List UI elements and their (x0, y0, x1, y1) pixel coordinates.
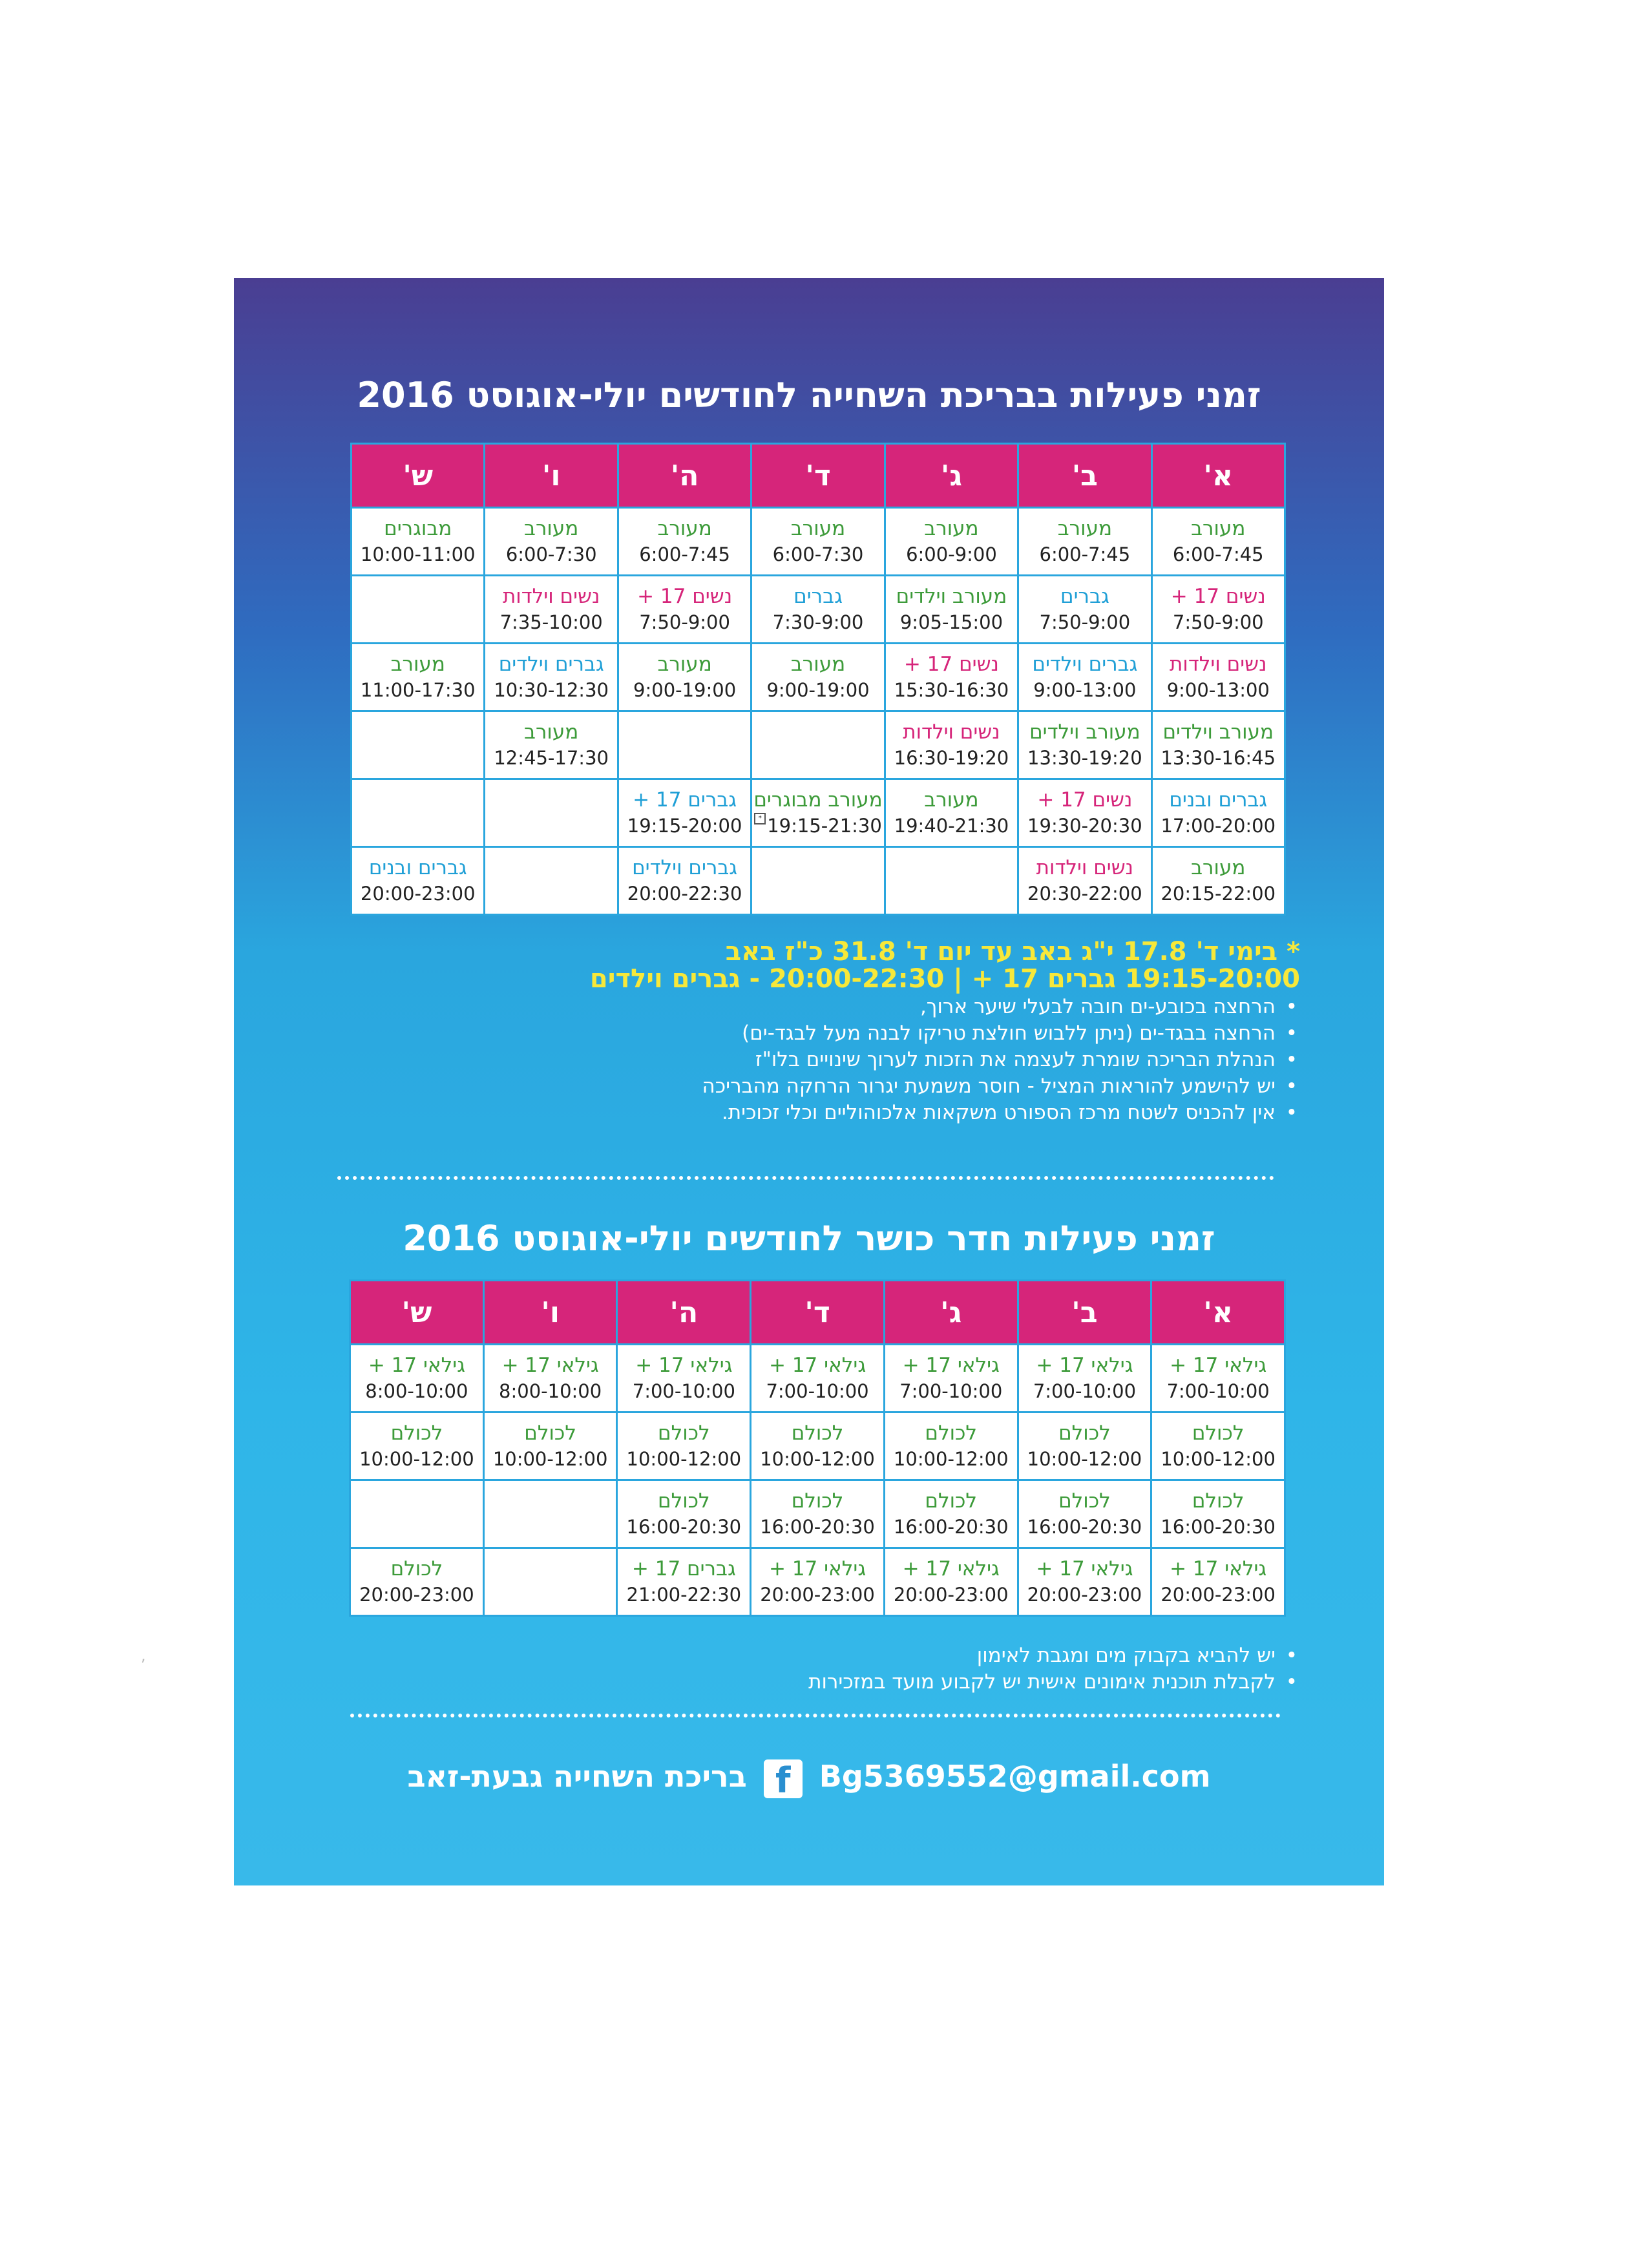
schedule-cell (1018, 1480, 1151, 1548)
time-text: 20:00-23:00 (1161, 1584, 1276, 1606)
activity-time (886, 813, 1017, 839)
activity-time (1019, 609, 1150, 635)
schedule-cell (1151, 508, 1285, 576)
activity-time (886, 541, 1017, 567)
activity-time (1152, 1378, 1284, 1404)
schedule-cell (483, 1345, 617, 1412)
schedule-cell (618, 847, 751, 915)
schedule-cell (885, 508, 1018, 576)
time-text: 16:00-20:30 (1161, 1516, 1276, 1538)
activity-time (886, 677, 1017, 703)
activity-time (1019, 1514, 1151, 1540)
section-divider (337, 1176, 1274, 1180)
activity-label: לכולם (1192, 1422, 1245, 1445)
activity-label: גילאי 17 + (1170, 1557, 1267, 1580)
activity-time (619, 541, 750, 567)
activity-time (351, 1582, 483, 1608)
time-text: 19:15-20:00 (627, 815, 742, 837)
schedule-cell (751, 644, 885, 711)
activity-time (1019, 813, 1150, 839)
day-header: ג' (885, 444, 1018, 508)
day-header: ה' (617, 1281, 751, 1345)
schedule-cell (1018, 508, 1151, 576)
activity-time (352, 541, 483, 567)
activity-time (1019, 1446, 1151, 1472)
schedule-cell (350, 1345, 484, 1412)
time-text: 9:00-19:00 (766, 679, 870, 701)
activity-label: לכולם (791, 1489, 844, 1513)
day-header: א' (1151, 1281, 1285, 1345)
rule-item: • יש להישמע להוראות המציל - חוסר משמעת יגרור הרחקה מהבריכה (702, 1073, 1276, 1100)
activity-label: לכולם (791, 1422, 844, 1445)
activity-label: גילאי 17 + (768, 1557, 867, 1580)
activity-time (1019, 541, 1150, 567)
schedule-cell (751, 508, 885, 576)
empty-cell (352, 779, 485, 847)
activity-label: מעורב (657, 653, 712, 676)
empty-cell (618, 711, 751, 779)
activity-time (1153, 677, 1284, 703)
activity-time (1019, 1582, 1151, 1608)
activity-label: מעורב וילדים (1162, 720, 1274, 744)
schedule-cell (1018, 1345, 1151, 1412)
facebook-icon[interactable]: f (764, 1759, 803, 1798)
special-hours-note: 19:15-20:00 גברים 17 + | 20:00-22:30 - גברים וילדים (589, 964, 1300, 994)
time-text: 6:00-7:30 (505, 543, 597, 565)
activity-label: מעורב (924, 517, 979, 540)
activity-time (352, 677, 483, 703)
day-header: ג' (884, 1281, 1018, 1345)
rule-item: • הרחצה בכובע-ים חובה לבעלי שיער ארוך, (702, 994, 1276, 1020)
activity-label: נשים 17 + (637, 585, 733, 608)
activity-label: גילאי 17 + (1036, 1354, 1133, 1377)
time-text: 6:00-7:45 (1172, 543, 1264, 565)
activity-time (751, 1378, 883, 1404)
activity-time (885, 1582, 1017, 1608)
empty-cell (352, 711, 485, 779)
activity-label: לכולם (1058, 1422, 1111, 1445)
schedule-cell (1018, 1412, 1151, 1480)
activity-label: לכולם (524, 1422, 576, 1445)
activity-label: גילאי 17 + (1170, 1354, 1267, 1377)
activity-time (618, 1378, 750, 1404)
time-text: 7:00-10:00 (1033, 1380, 1137, 1402)
activity-time (352, 881, 483, 907)
empty-cell (751, 847, 885, 915)
time-text: 21:00-22:30 (626, 1584, 742, 1606)
time-text: 6:00-7:45 (639, 543, 730, 565)
schedule-row (350, 1480, 1285, 1548)
asterisk-icon: * (754, 813, 766, 824)
activity-label: מעורב (390, 653, 445, 676)
activity-time (1152, 1514, 1284, 1540)
schedule-row (350, 1412, 1285, 1480)
activity-time (886, 609, 1017, 635)
schedule-cell (751, 576, 885, 644)
schedule-row (352, 644, 1285, 711)
pool-schedule-table (350, 443, 1286, 916)
time-text: 7:00-10:00 (899, 1380, 1003, 1402)
activity-label: לכולם (925, 1489, 978, 1513)
rule-item: • הרחצה בבגד-ים (ניתן ללבוש חולצת טריקו לבנה מעל לבגד-ים) (702, 1020, 1276, 1047)
time-text: 20:00-23:00 (359, 1584, 474, 1606)
time-text: 9:00-13:00 (1033, 679, 1137, 701)
schedule-cell (485, 576, 618, 644)
time-text: 20:00-22:30 (627, 883, 742, 905)
time-text: 10:30-12:30 (494, 679, 609, 701)
time-text: 15:30-16:30 (894, 679, 1009, 701)
time-text: 16:30-19:20 (894, 747, 1009, 769)
schedule-cell (1151, 576, 1285, 644)
schedule-cell (751, 1548, 885, 1616)
activity-label: מעורב (657, 517, 712, 540)
rule-item: • יש להביא בקבוק מים ומגבת לאימון (808, 1643, 1276, 1669)
schedule-cell (751, 1480, 885, 1548)
day-header: ש' (350, 1281, 484, 1345)
contact-email[interactable]: Bg5369552@gmail.com (819, 1759, 1211, 1794)
schedule-cell (751, 1412, 885, 1480)
time-text: 6:00-9:00 (906, 543, 997, 565)
activity-label: מעורב וילדים (1029, 720, 1140, 744)
activity-label: מעורב (924, 788, 979, 812)
activity-time (618, 1582, 750, 1608)
time-text: 9:05-15:00 (899, 611, 1003, 633)
activity-label: גברים ובנים (1169, 788, 1268, 812)
schedule-cell (885, 779, 1018, 847)
activity-label: נשים וילדות (903, 720, 1000, 744)
time-text: 7:35-10:00 (499, 611, 603, 633)
schedule-cell (618, 779, 751, 847)
rule-item: • הנהלת הבריכה שומרת לעצמה את הזכות לערוך שינויים בלו"ז (702, 1047, 1276, 1073)
schedule-cell (618, 644, 751, 711)
time-text: 10:00-12:00 (359, 1448, 474, 1470)
time-text: 16:00-20:30 (1027, 1516, 1142, 1538)
rule-item: • אין להכניס לשטח מרכז הספורט משקאות אלכוהוליים וכלי זכוכית. (702, 1100, 1276, 1126)
schedule-cell (617, 1412, 751, 1480)
activity-label: נשים 17 + (903, 653, 999, 676)
time-text: 10:00-12:00 (760, 1448, 875, 1470)
schedule-row (350, 1345, 1285, 1412)
time-text: 17:00-20:00 (1161, 815, 1276, 837)
schedule-cell (350, 1412, 484, 1480)
gym-rules-list (808, 1643, 1300, 1696)
activity-time (885, 1378, 1017, 1404)
schedule-row (352, 576, 1285, 644)
schedule-cell (1018, 847, 1151, 915)
time-text: 10:00-12:00 (492, 1448, 608, 1470)
time-text: 16:00-20:30 (760, 1516, 875, 1538)
schedule-cell (1151, 1412, 1285, 1480)
pool-title: זמני פעילות בבריכת השחייה לחודשים יולי-אוגוסט 2016 (357, 375, 1261, 415)
activity-label: גילאי 17 + (635, 1354, 733, 1377)
schedule-row (352, 779, 1285, 847)
schedule-cell (885, 576, 1018, 644)
time-text: 20:30-22:00 (1027, 883, 1142, 905)
time-text: 10:00-12:00 (893, 1448, 1009, 1470)
activity-label: נשים 17 + (1170, 585, 1266, 608)
activity-label: גברים וילדים (632, 856, 738, 879)
activity-time (619, 609, 750, 635)
rule-item: • לקבלת תוכנית אימונים אישית יש לקבוע מועד במזכירות (808, 1669, 1276, 1696)
activity-time (752, 813, 883, 839)
empty-cell (483, 1480, 617, 1548)
schedule-cell (751, 1345, 885, 1412)
empty-cell (485, 779, 618, 847)
schedule-cell (1018, 711, 1151, 779)
activity-time (886, 745, 1017, 771)
schedule-cell (617, 1548, 751, 1616)
time-text: 12:45-17:30 (494, 747, 609, 769)
schedule-cell (1018, 779, 1151, 847)
schedule-cell (751, 779, 885, 847)
activity-label: מעורב מבוגרים (753, 788, 883, 812)
schedule-cell (885, 711, 1018, 779)
schedule-flyer (234, 278, 1384, 1885)
activity-time (351, 1446, 483, 1472)
time-text: 7:00-10:00 (1166, 1380, 1270, 1402)
activity-time (485, 1378, 616, 1404)
schedule-cell (1151, 711, 1285, 779)
activity-label: גברים ובנים (368, 856, 467, 879)
activity-label: נשים וילדות (502, 585, 600, 608)
schedule-cell (483, 1412, 617, 1480)
time-text: 20:00-23:00 (893, 1584, 1009, 1606)
activity-label: נשים וילדות (1170, 653, 1267, 676)
activity-time (1152, 1582, 1284, 1608)
activity-label: גילאי 17 + (501, 1354, 599, 1377)
time-text: 16:00-20:30 (626, 1516, 742, 1538)
schedule-cell (352, 508, 485, 576)
time-text: 11:00-17:30 (360, 679, 476, 701)
time-text: 20:00-23:00 (1027, 1584, 1142, 1606)
schedule-cell (884, 1480, 1018, 1548)
day-header: ש' (352, 444, 485, 508)
schedule-cell (1151, 1345, 1285, 1412)
activity-label: מעורב (790, 653, 846, 676)
schedule-cell (885, 644, 1018, 711)
scan-speck: , (141, 1646, 146, 1664)
time-text: 7:50-9:00 (1172, 611, 1264, 633)
gym-schedule-table (349, 1279, 1286, 1617)
schedule-cell (617, 1345, 751, 1412)
activity-label: מעורב (1191, 856, 1246, 879)
activity-label: גברים וילדים (498, 653, 604, 676)
activity-label: מעורב (1057, 517, 1113, 540)
time-text: 7:30-9:00 (772, 611, 864, 633)
empty-cell (483, 1548, 617, 1616)
schedule-cell (485, 644, 618, 711)
empty-cell (751, 711, 885, 779)
activity-time (351, 1378, 483, 1404)
schedule-cell (485, 711, 618, 779)
activity-label: גילאי 17 + (902, 1557, 1000, 1580)
time-text: 8:00-10:00 (499, 1380, 602, 1402)
time-text: 19:40-21:30 (894, 815, 1009, 837)
schedule-cell (1018, 576, 1151, 644)
activity-time (1153, 609, 1284, 635)
time-text: 7:50-9:00 (639, 611, 730, 633)
activity-label: לכולם (1192, 1489, 1245, 1513)
time-text: 13:30-16:45 (1161, 747, 1276, 769)
activity-time (619, 677, 750, 703)
schedule-row (352, 711, 1285, 779)
time-text: 7:50-9:00 (1039, 611, 1131, 633)
activity-time (618, 1446, 750, 1472)
time-text: 20:00-23:00 (760, 1584, 875, 1606)
time-text: 19:15-21:30 (767, 815, 882, 837)
activity-time (1153, 813, 1284, 839)
empty-cell (350, 1480, 484, 1548)
activity-label: מעורב (524, 720, 579, 744)
day-header: ב' (1018, 444, 1151, 508)
activity-label: לכולם (1058, 1489, 1111, 1513)
schedule-row (350, 1548, 1285, 1616)
activity-label: לכולם (925, 1422, 978, 1445)
day-header: ו' (485, 444, 618, 508)
activity-label: גילאי 17 + (368, 1354, 465, 1377)
activity-label: גילאי 17 + (768, 1354, 867, 1377)
day-header: ו' (483, 1281, 617, 1345)
activity-label: גברים 17 + (631, 1557, 736, 1580)
activity-time (885, 1514, 1017, 1540)
activity-time (1153, 881, 1284, 907)
empty-cell (485, 847, 618, 915)
schedule-cell (352, 644, 485, 711)
activity-time (751, 1582, 883, 1608)
schedule-cell (1151, 1548, 1285, 1616)
special-dates-note: * בימי ד' 17.8 י"ג באב עד יום ד' 31.8 כ"ז באב (725, 937, 1300, 967)
time-text: 10:00-11:00 (360, 543, 476, 565)
time-text: 8:00-10:00 (365, 1380, 468, 1402)
time-text: 19:30-20:30 (1027, 815, 1142, 837)
schedule-cell (1151, 644, 1285, 711)
activity-time (485, 745, 616, 771)
activity-time (1019, 677, 1150, 703)
activity-label: גילאי 17 + (902, 1354, 1000, 1377)
time-text: 7:00-10:00 (766, 1380, 869, 1402)
time-text: 9:00-13:00 (1166, 679, 1270, 701)
schedule-cell (1151, 847, 1285, 915)
day-header: ד' (751, 1281, 885, 1345)
day-header: א' (1151, 444, 1285, 508)
schedule-cell (617, 1480, 751, 1548)
schedule-cell (884, 1345, 1018, 1412)
activity-label: נשים 17 + (1037, 788, 1133, 812)
time-text: 6:00-7:45 (1039, 543, 1131, 565)
activity-label: מעורב (1191, 517, 1246, 540)
schedule-cell (884, 1548, 1018, 1616)
activity-time (1152, 1446, 1284, 1472)
activity-time (1019, 745, 1150, 771)
activity-label: גברים 17 + (633, 788, 737, 812)
activity-label: לכולם (390, 1557, 443, 1580)
schedule-cell (352, 847, 485, 915)
schedule-cell (1018, 644, 1151, 711)
activity-time (751, 1446, 883, 1472)
time-text: 9:00-19:00 (633, 679, 737, 701)
activity-label: לכולם (390, 1422, 443, 1445)
activity-time (485, 609, 616, 635)
time-text: 20:00-23:00 (360, 883, 476, 905)
activity-time (752, 677, 883, 703)
activity-time (1019, 881, 1150, 907)
schedule-cell (1151, 779, 1285, 847)
activity-label: מעורב (524, 517, 579, 540)
time-text: 7:00-10:00 (632, 1380, 735, 1402)
activity-time (1153, 541, 1284, 567)
schedule-cell (618, 508, 751, 576)
activity-label: לכולם (658, 1489, 710, 1513)
activity-label: גברים וילדים (1032, 653, 1138, 676)
activity-label: נשים וילדות (1036, 856, 1134, 879)
activity-label: גברים (793, 585, 843, 608)
activity-label: גילאי 17 + (1036, 1557, 1133, 1580)
activity-time (751, 1514, 883, 1540)
empty-cell (352, 576, 485, 644)
time-text: 10:00-12:00 (626, 1448, 742, 1470)
activity-label: גברים (1060, 585, 1109, 608)
activity-time (1019, 1378, 1151, 1404)
time-text: 16:00-20:30 (893, 1516, 1009, 1538)
time-text: 13:30-19:20 (1027, 747, 1142, 769)
schedule-cell (485, 508, 618, 576)
schedule-row (352, 847, 1285, 915)
day-header: ב' (1018, 1281, 1151, 1345)
footer (234, 1759, 1384, 1801)
schedule-cell (618, 576, 751, 644)
activity-label: מבוגרים (384, 517, 452, 540)
activity-label: מעורב וילדים (896, 585, 1007, 608)
activity-time (1153, 745, 1284, 771)
activity-time (619, 813, 750, 839)
activity-time (485, 677, 616, 703)
activity-time (485, 541, 616, 567)
activity-label: מעורב (790, 517, 846, 540)
pool-rules-list (702, 994, 1300, 1126)
activity-time (752, 609, 883, 635)
activity-time (618, 1514, 750, 1540)
day-header: ה' (618, 444, 751, 508)
schedule-cell (1018, 1548, 1151, 1616)
activity-time (619, 881, 750, 907)
time-text: 20:15-22:00 (1161, 883, 1276, 905)
time-text: 10:00-12:00 (1161, 1448, 1276, 1470)
pool-name: בריכת השחייה גבעת-זאב (407, 1759, 747, 1794)
activity-label: לכולם (658, 1422, 710, 1445)
footer-divider (350, 1714, 1281, 1717)
time-text: 6:00-7:30 (772, 543, 864, 565)
activity-time (885, 1446, 1017, 1472)
schedule-cell (1151, 1480, 1285, 1548)
activity-time (752, 541, 883, 567)
schedule-cell (350, 1548, 484, 1616)
schedule-cell (884, 1412, 1018, 1480)
schedule-row (352, 508, 1285, 576)
gym-title: זמני פעילות חדר כושר לחודשים יולי-אוגוסט 2016 (403, 1218, 1215, 1259)
time-text: 10:00-12:00 (1027, 1448, 1142, 1470)
activity-time (485, 1446, 616, 1472)
empty-cell (885, 847, 1018, 915)
day-header: ד' (751, 444, 885, 508)
